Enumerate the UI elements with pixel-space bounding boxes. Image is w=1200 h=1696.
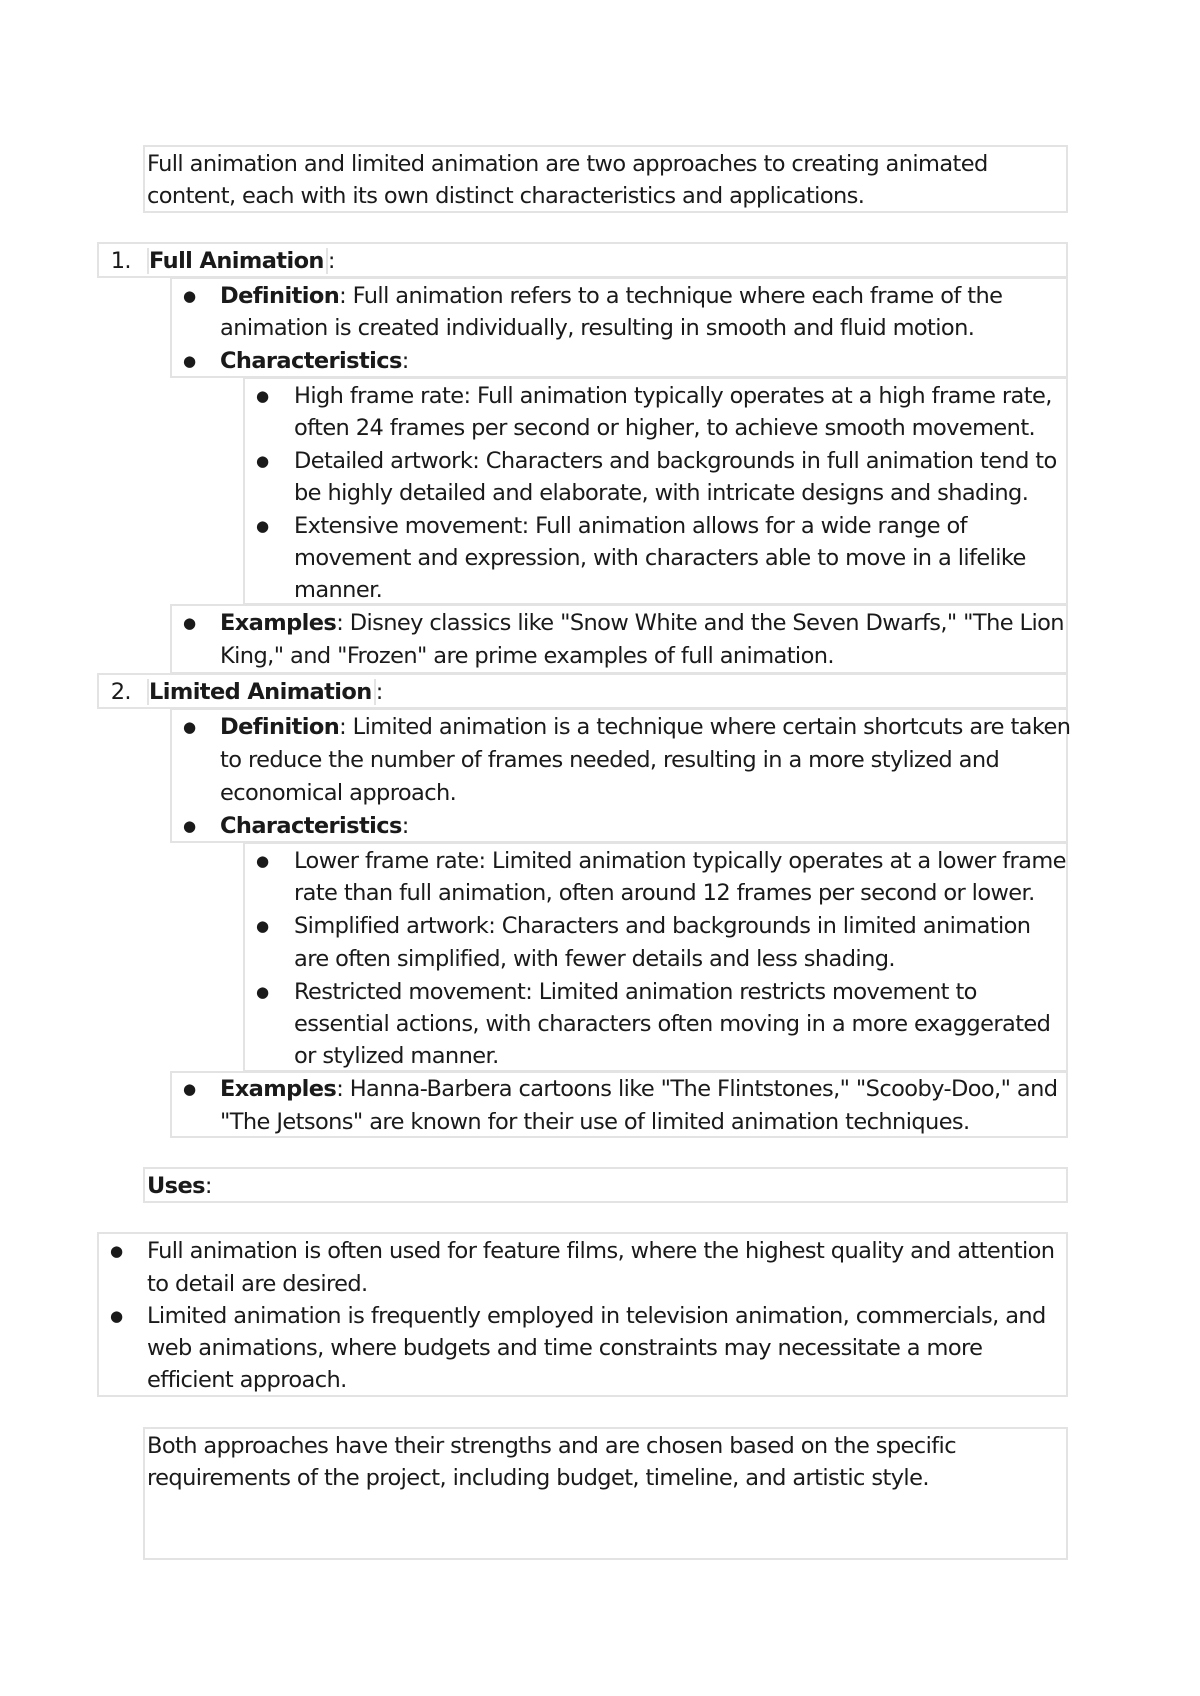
full-heading: Full Animation :: [149, 248, 335, 274]
limited-item-2-line-2: are often simplified, with fewer details and less shading.: [294, 946, 895, 972]
bullet-icon: ●: [256, 517, 269, 535]
limited-item-3-line-3: or stylized manner.: [294, 1043, 499, 1069]
bullet-icon: ●: [256, 452, 269, 470]
bullet-icon: ●: [183, 1080, 196, 1098]
limited-definition-line-3: economical approach.: [220, 780, 457, 806]
limited-item-2-line-1: Simplified artwork: Characters and backgrounds in limited animation: [294, 913, 1031, 939]
full-examples-line-1: Examples: Disney classics like "Snow White and the Seven Dwarfs," "The Lion: [220, 610, 1064, 636]
bullet-icon: ●: [183, 287, 196, 305]
uses-item-2-line-2: web animations, where budgets and time constraints may necessitate a more: [147, 1335, 983, 1361]
bullet-icon: ●: [110, 1307, 123, 1325]
full-item-3-line-2: movement and expression, with characters able to move in a lifelike: [294, 545, 1026, 571]
limited-examples-label: Examples: [220, 1076, 337, 1102]
full-item-3-line-1: Extensive movement: Full animation allows for a wide range of: [294, 513, 967, 539]
full-characteristics-heading: Characteristics:: [220, 348, 409, 374]
limited-item-1-line-1: Lower frame rate: Limited animation typically operates at a lower frame: [294, 848, 1066, 874]
bullet-icon: ●: [256, 387, 269, 405]
limited-heading-label: Limited Animation: [147, 679, 376, 705]
bullet-icon: ●: [183, 718, 196, 736]
full-item-3-line-3: manner.: [294, 577, 383, 603]
full-definition-label: Definition: [220, 283, 340, 309]
full-definition-line-2: animation is created individually, resulting in smooth and fluid motion.: [220, 315, 975, 341]
limited-item-3-line-2: essential actions, with characters often moving in a more exaggerated: [294, 1011, 1051, 1037]
limited-examples-line-1: Examples: Hanna-Barbera cartoons like "The Flintstones," "Scooby-Doo," and: [220, 1076, 1058, 1102]
bullet-icon: ●: [183, 352, 196, 370]
full-heading-label: Full Animation: [147, 248, 328, 274]
bullet-icon: ●: [256, 983, 269, 1001]
uses-item-2-line-3: efficient approach.: [147, 1367, 347, 1393]
conclusion-line-1: Both approaches have their strengths and are chosen based on the specific: [147, 1433, 956, 1459]
intro-line-2: content, each with its own distinct characteristics and applications.: [147, 183, 865, 209]
bullet-icon: ●: [110, 1242, 123, 1260]
uses-item-2-line-1: Limited animation is frequently employed in television animation, commercials, and: [147, 1303, 1046, 1329]
bullet-icon: ●: [183, 817, 196, 835]
full-item-2-line-1: Detailed artwork: Characters and backgrounds in full animation tend to: [294, 448, 1057, 474]
conclusion-line-2: requirements of the project, including budget, timeline, and artistic style.: [147, 1465, 929, 1491]
bullet-icon: ●: [256, 852, 269, 870]
limited-heading: Limited Animation :: [149, 679, 383, 705]
full-item-2-line-2: be highly detailed and elaborate, with intricate designs and shading.: [294, 480, 1029, 506]
limited-examples-line-2: "The Jetsons" are known for their use of limited animation techniques.: [220, 1109, 970, 1135]
uses-frame: [143, 1167, 1068, 1203]
uses-label: Uses: [147, 1173, 205, 1199]
full-definition-line-1: Definition: Full animation refers to a technique where each frame of the: [220, 283, 1003, 309]
uses-item-1-line-1: Full animation is often used for feature films, where the highest quality and attention: [147, 1238, 1055, 1264]
full-examples-label: Examples: [220, 610, 337, 636]
uses-item-1-line-2: to detail are desired.: [147, 1271, 368, 1297]
intro-line-1: Full animation and limited animation are two approaches to creating animated: [147, 151, 988, 177]
full-item-1-line-2: often 24 frames per second or higher, to achieve smooth movement.: [294, 415, 1036, 441]
limited-definition-line-2: to reduce the number of frames needed, resulting in a more stylized and: [220, 747, 1000, 773]
limited-characteristics-label: Characteristics: [220, 813, 402, 839]
limited-item-1-line-2: rate than full animation, often around 12 frames per second or lower.: [294, 880, 1035, 906]
bullet-icon: ●: [183, 614, 196, 632]
limited-characteristics-heading: Characteristics:: [220, 813, 409, 839]
limited-item-3-line-1: Restricted movement: Limited animation restricts movement to: [294, 979, 977, 1005]
limited-definition-line-1: Definition: Limited animation is a technique where certain shortcuts are taken: [220, 714, 1071, 740]
bullet-icon: ●: [256, 917, 269, 935]
full-number: 1.: [110, 248, 131, 274]
full-examples-line-2: King," and "Frozen" are prime examples of full animation.: [220, 643, 834, 669]
limited-definition-label: Definition: [220, 714, 340, 740]
full-item-1-line-1: High frame rate: Full animation typically operates at a high frame rate,: [294, 383, 1052, 409]
limited-number: 2.: [110, 679, 131, 705]
full-characteristics-label: Characteristics: [220, 348, 402, 374]
uses-heading: Uses:: [147, 1173, 212, 1199]
